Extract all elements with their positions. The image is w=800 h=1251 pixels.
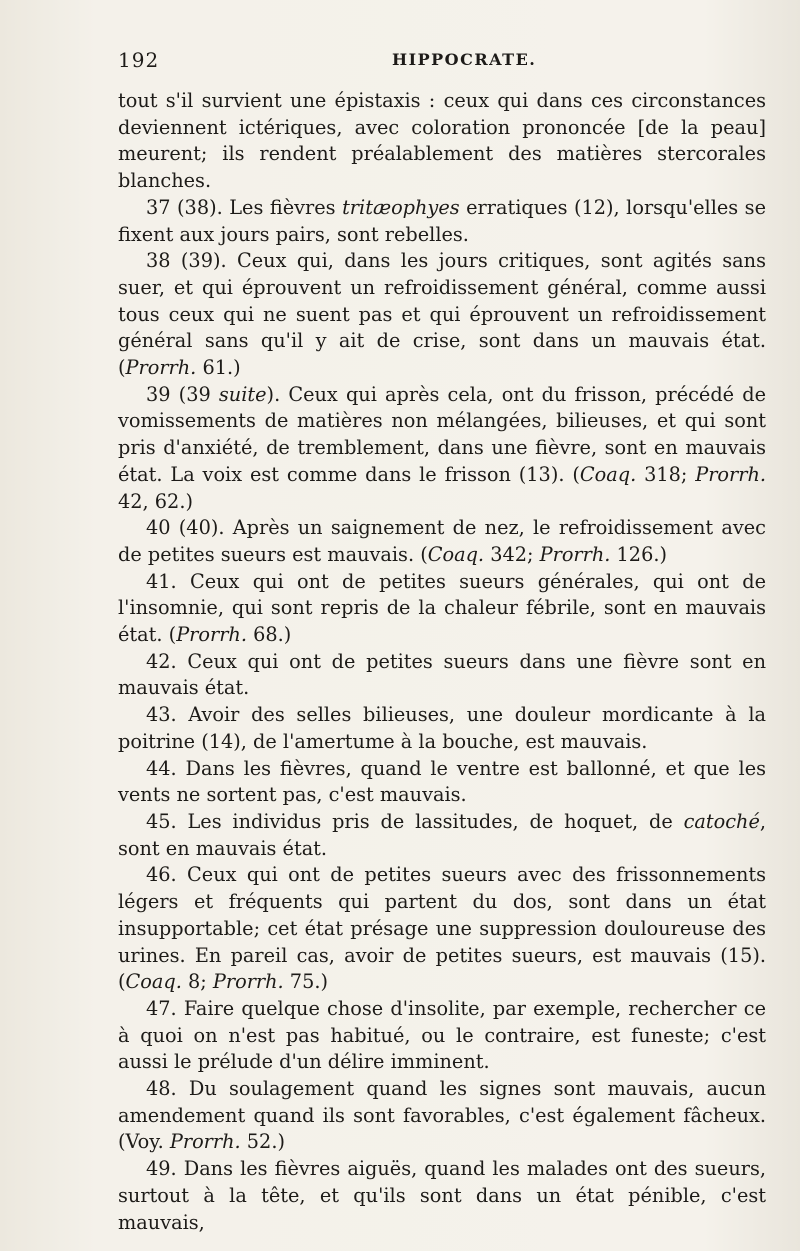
- body-text: [118, 88, 766, 1236]
- paragraph-text: 37 (38). Les fièvres: [146, 195, 343, 219]
- paragraph-text: 46. Ceux qui ont de petites sueurs avec des frissonnements légers et fréquents qui partent du dos, sont dans un état insupportable; cet état présage une suppression douloureuse des urines. En pareil cas, avoir de petites sueurs, est mauvais (15). (: [118, 863, 766, 994]
- paragraph-text: 41. Ceux qui ont de petites sueurs générales, qui ont de l'insomnie, qui sont repris de la chaleur fébrile, sont en mauvais état. (: [118, 569, 766, 647]
- paragraph-text: 75.): [283, 970, 328, 994]
- italic-reference: Coaq.: [125, 970, 182, 994]
- paragraph-text: 39 (39: [146, 382, 219, 406]
- italic-reference: Prorrh.: [212, 970, 284, 994]
- paragraph-text: 68.): [246, 623, 292, 647]
- italic-reference: Coaq.: [579, 462, 637, 486]
- paragraph-text: 38 (39). Ceux qui, dans les jours critiques, sont agités sans suer, et qui éprouvent un refroidissement général, comme aussi tous ceux qui ne suent pas et qui éprouvent un refroidissement général sans qu'il y ait de crise, sont dans un mauvais état. (: [118, 249, 766, 380]
- paragraph-text: 45. Les individus pris de lassitudes, de hoquet, de: [146, 809, 684, 833]
- paragraph-p37: [118, 195, 766, 248]
- paragraph-text: 43. Avoir des selles bilieuses, une douleur mordicante à la poitrine (14), de l'amertume à la bouche, est mauvais.: [118, 703, 766, 753]
- italic-reference: Coaq.: [427, 542, 485, 566]
- paragraph-text: 40 (40). Après un saignement de nez, le refroidissement avec de petites sueurs est mauvais. (: [118, 516, 766, 566]
- paragraph-text: ). Ceux qui après cela, ont du frisson, précédé de vomissements de matières non mélangées, bilieuses, et qui sont pris d'anxiété, de tremblement, dans une fièvre, sont en mauvais état. La voix est comme dans le frisson (13). (: [118, 382, 766, 486]
- paragraph-p47: [118, 996, 766, 1076]
- italic-reference: tritæophyes: [342, 195, 460, 219]
- paragraph-p38: [118, 248, 766, 382]
- paragraph-text: 61.): [196, 356, 241, 380]
- paragraph-p41: [118, 569, 766, 649]
- paragraph-p43: [118, 702, 766, 755]
- paragraph-p44: [118, 756, 766, 809]
- italic-reference: suite: [218, 382, 267, 406]
- running-head: [118, 48, 770, 78]
- paragraph-text: 42, 62.): [118, 489, 193, 513]
- paragraph-p48: [118, 1076, 766, 1156]
- paragraph-p-cont: [118, 88, 766, 195]
- paragraph-text: 52.): [240, 1130, 285, 1154]
- paragraph-p49: [118, 1156, 766, 1236]
- page-number: 192: [118, 48, 160, 72]
- italic-reference: Prorrh.: [125, 356, 197, 380]
- italic-reference: catoché: [683, 809, 760, 833]
- italic-reference: Prorrh.: [169, 1130, 241, 1154]
- paragraph-text: tout s'il survient une épistaxis : ceux qui dans ces circonstances deviennent ictériques, avec coloration prononcée [de la peau] meurent; ils rendent préalablement des matières stercorales blanches.: [118, 89, 766, 193]
- paragraph-p39: [118, 382, 766, 516]
- paragraph-text: 49. Dans les fièvres aiguës, quand les malades ont des sueurs, surtout à la tête, et qu'ils sont dans un état pénible, c'est mauvais,: [118, 1157, 766, 1234]
- paragraph-text: 8;: [181, 970, 213, 994]
- paragraph-text: 44. Dans les fièvres, quand le ventre est ballonné, et que les vents ne sortent pas, c'est mauvais.: [118, 756, 766, 807]
- italic-reference: Prorrh.: [176, 623, 247, 647]
- paragraph-text: 342;: [484, 542, 540, 566]
- paragraph-text: , sont en mauvais état.: [118, 809, 766, 860]
- paragraph-p42: [118, 649, 766, 702]
- paragraph-text: 318;: [636, 462, 696, 486]
- running-title: HIPPOCRATE.: [392, 50, 537, 69]
- paragraph-text: 126.): [610, 542, 667, 566]
- italic-reference: Prorrh.: [539, 542, 611, 566]
- italic-reference: Prorrh.: [695, 462, 767, 486]
- paragraph-text: 47. Faire quelque chose d'insolite, par exemple, rechercher ce à quoi on n'est pas habitué, ou le contraire, est funeste; c'est aussi le prélude d'un délire imminent.: [118, 996, 766, 1074]
- paragraph-text: erratiques (12), lorsqu'elles se fixent aux jours pairs, sont rebelles.: [118, 195, 766, 246]
- paragraph-p46: [118, 862, 766, 996]
- paragraph-p40: [118, 515, 766, 568]
- paragraph-text: 48. Du soulagement quand les signes sont mauvais, aucun amendement quand ils sont favorables, c'est également fâcheux. (Voy.: [118, 1077, 766, 1154]
- paragraph-p45: [118, 809, 766, 862]
- paragraph-text: 42. Ceux qui ont de petites sueurs dans une fièvre sont en mauvais état.: [118, 649, 766, 700]
